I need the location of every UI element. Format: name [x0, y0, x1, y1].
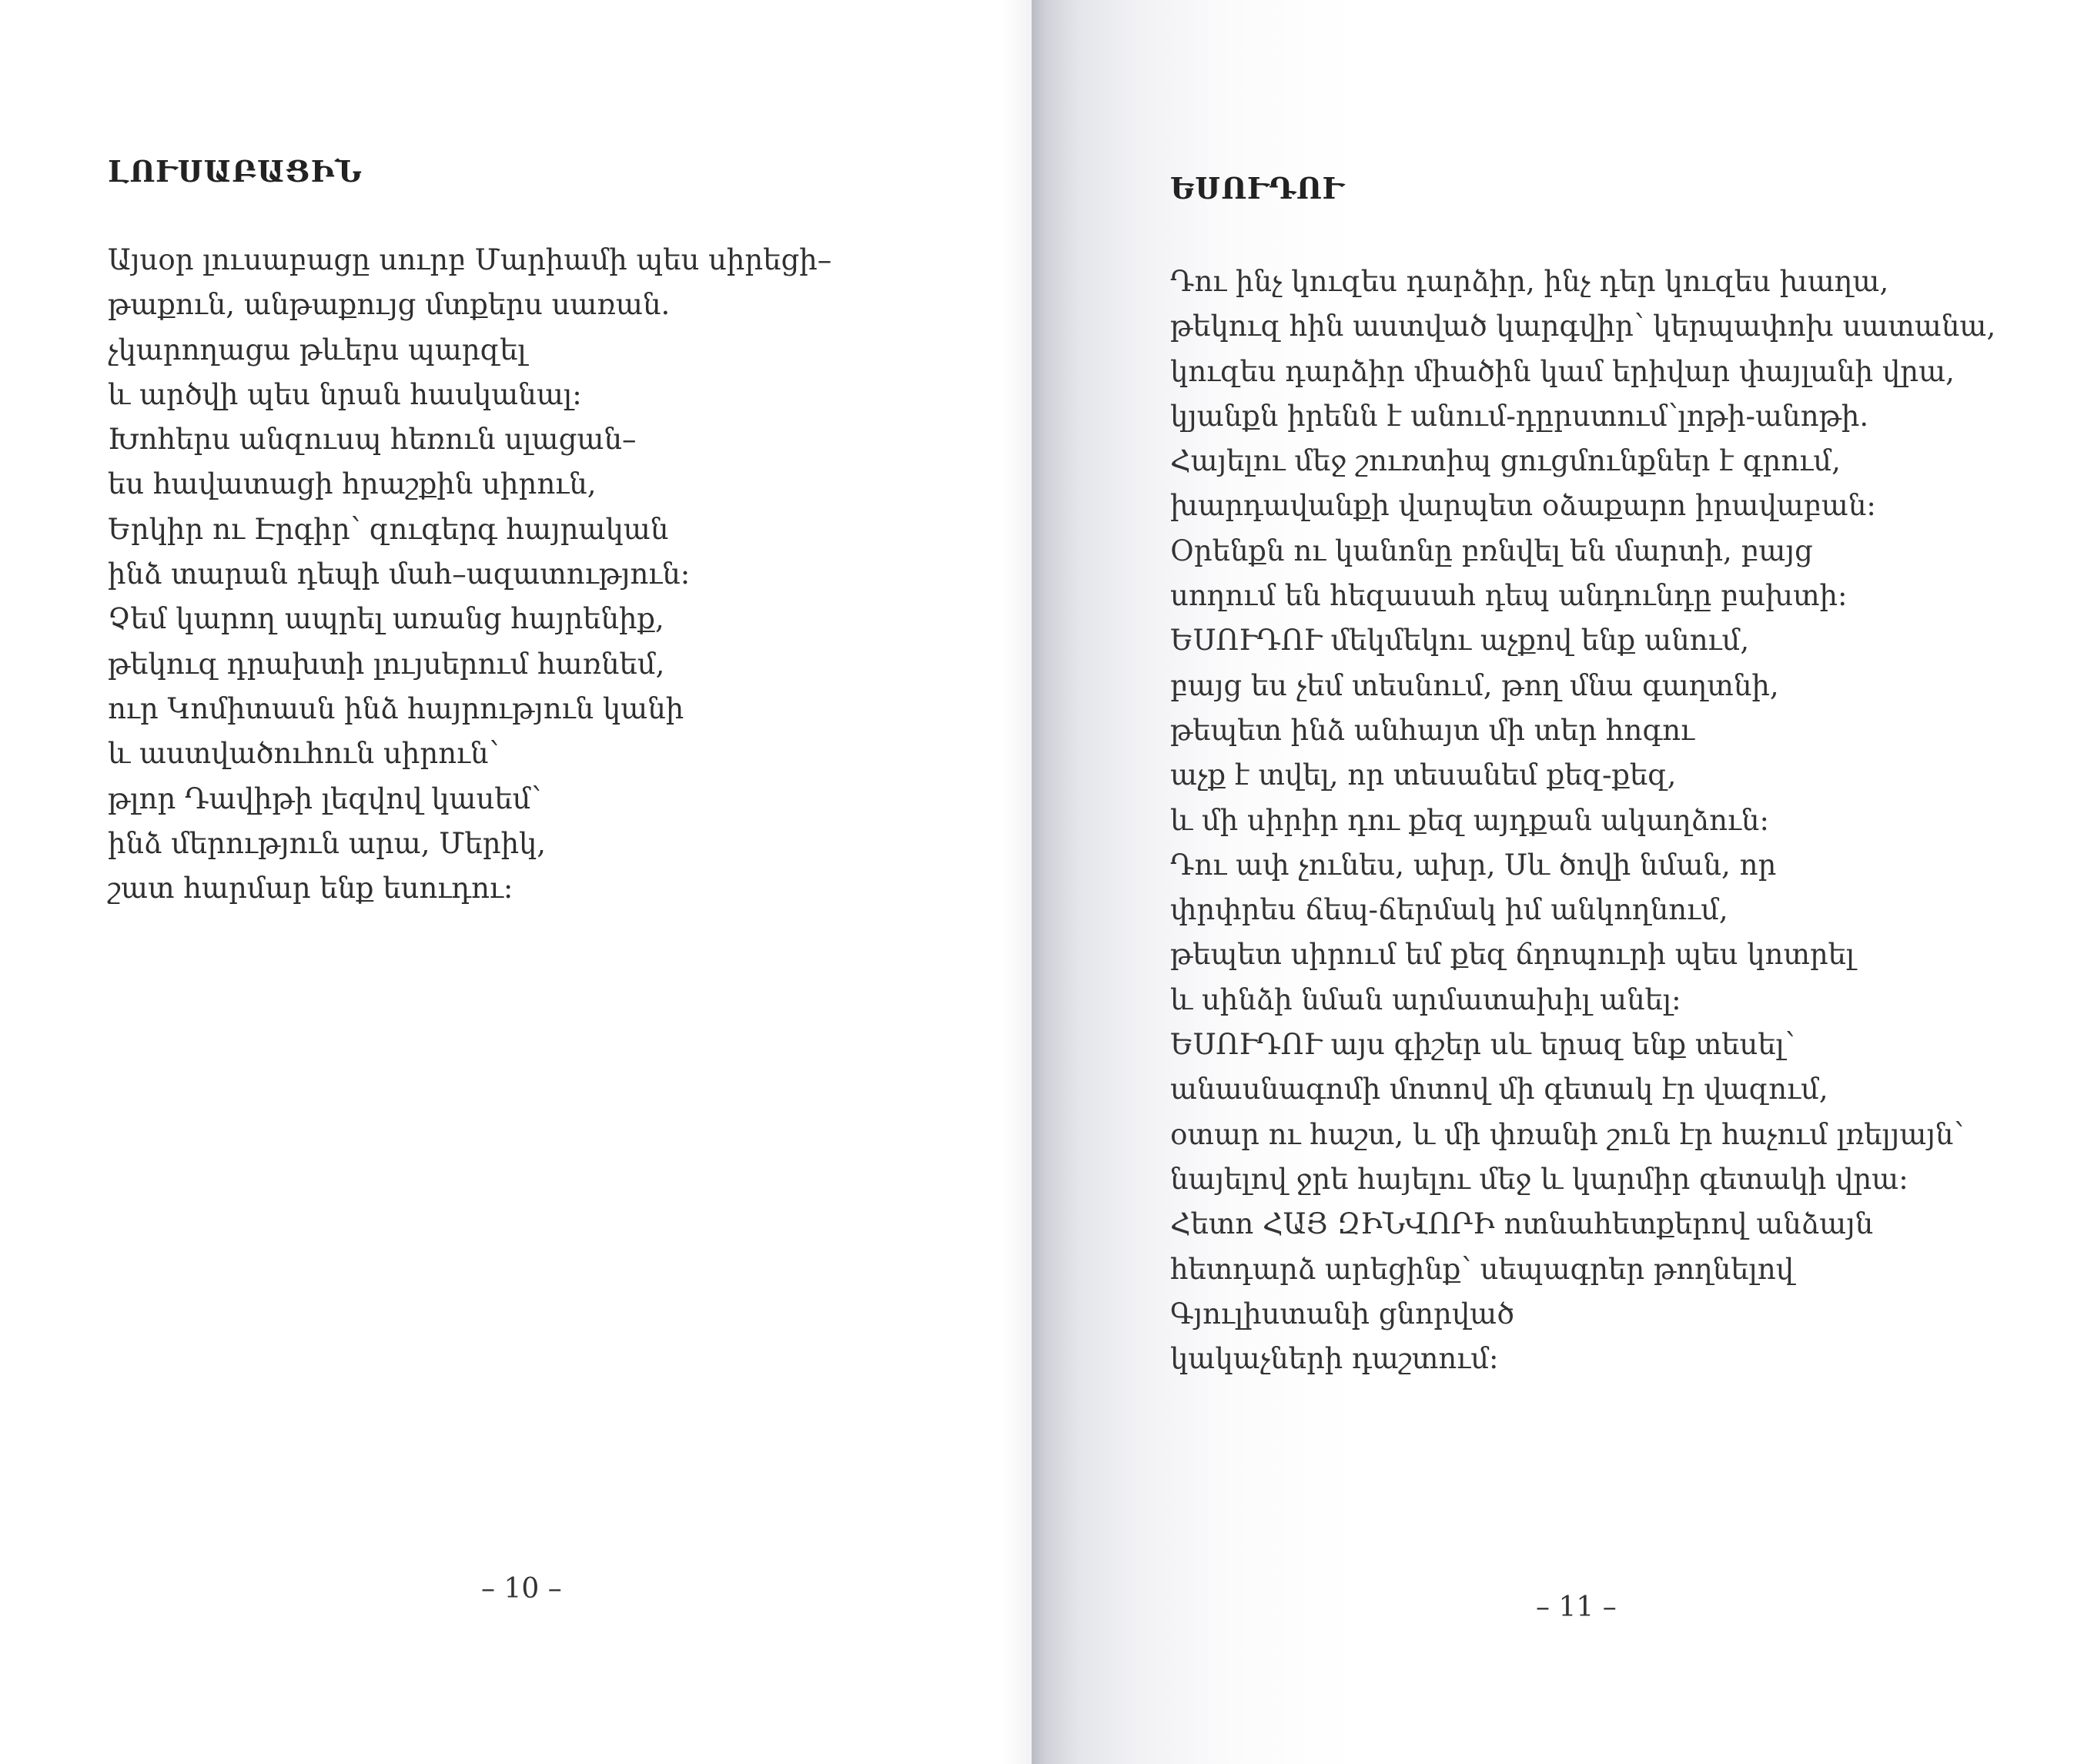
- poem-line: Խոհերս անզուսպ հեռուն սլացան–: [108, 423, 637, 457]
- poem-line: և մի սիրիր դու քեզ այդքան ակաղձուն:: [1170, 803, 1769, 837]
- poem-title-right: ԵՍՈՒԴՈՒ: [1170, 171, 1345, 206]
- poem-body-right: [1170, 259, 1995, 1381]
- poem-line: կակաչների դաշտում:: [1170, 1342, 1499, 1376]
- poem-line: օտար ու հաշտ, և մի փռանի շուն էր հաչում լռելյայն՝: [1170, 1117, 1964, 1151]
- page-number-right: – 11 –: [1536, 1592, 1617, 1623]
- poem-line: Չեմ կարող ապրել առանց հայրենիք,: [108, 602, 664, 636]
- page-number-left: – 10 –: [481, 1573, 562, 1605]
- poem-line: և սինձի նման արմատախիլ անել:: [1170, 982, 1681, 1016]
- poem-line: Դու ինչ կուզես դարձիր, ինչ դեր կուզես խաղա,: [1170, 265, 1889, 298]
- poem-line: շատ հարմար ենք եսուդու:: [108, 872, 513, 905]
- poem-line: ինձ մերություն արա, Մերիկ,: [108, 826, 547, 860]
- poem-line: ԵՍՈՒԴՈՒ մեկմեկու աչքով ենք անում,: [1170, 624, 1750, 658]
- poem-line: ես հավատացի հրաշքին սիրուն,: [108, 467, 597, 501]
- poem-line: բայց ես չեմ տեսնում, թող մնա գաղտնի,: [1170, 668, 1779, 702]
- poem-line: թեպետ սիրում եմ քեզ ճղոպուրի պես կոտրել: [1170, 938, 1855, 972]
- poem-line: չկարողացա թևերս պարզել: [108, 333, 527, 367]
- poem-line: և արծվի պես նրան հասկանալ:: [108, 377, 582, 411]
- poem-line: Այսօր լուսաբացը սուրբ Մարիամի պես սիրեցի–: [108, 243, 832, 276]
- page-gutter-shadow: [1001, 0, 1032, 1764]
- poem-line: փրփրես ճեպ-ճերմակ իմ անկողնում,: [1170, 893, 1728, 927]
- poem-line: Գյուլիստանի ցնորված: [1170, 1297, 1515, 1331]
- poem-line: անասնագոմի մոտով մի գետակ էր վազում,: [1170, 1073, 1828, 1106]
- poem-line: կյանքն իրենն է անում-դըրստում՝լոթի-անոթի.: [1170, 399, 1869, 433]
- poem-line: Դու ափ չունես, ախր, Սև ծովի նման, որ: [1170, 848, 1777, 882]
- poem-line: ինձ տարան դեպի մահ–ազատություն:: [108, 557, 691, 591]
- poem-line: Հայելու մեջ շուռտիպ ցուցմունքներ է գրում,: [1170, 444, 1841, 478]
- poem-line: սողում են հեզասահ դեպ անդունդը բախտի:: [1170, 579, 1848, 613]
- poem-line: ԵՍՈՒԴՈՒ այս գիշեր սև երազ ենք տեսել՝: [1170, 1028, 1795, 1062]
- poem-line: ուր Կոմիտասն ինձ հայրություն կանի: [108, 691, 684, 725]
- poem-line: Հետո ՀԱՅ ԶԻՆՎՈՐԻ ոտնահետքերով անձայն: [1170, 1207, 1874, 1241]
- right-page: [1032, 0, 2084, 1764]
- poem-line: թաքուն, անթաքույց մտքերս սառան.: [108, 288, 671, 322]
- poem-line: խարդավանքի վարպետ օձաքարո իրավաբան:: [1170, 489, 1876, 523]
- poem-line: Երկիր ու Էրգիր՝ զուգերգ հայրական: [108, 512, 669, 546]
- left-page: [0, 0, 1032, 1764]
- poem-body-left: [108, 238, 831, 911]
- poem-line: Օրենքն ու կանոնը բռնվել են մարտի, բայց: [1170, 534, 1813, 567]
- poem-line: թեկուզ դրախտի լույսերում հառնեմ,: [108, 647, 665, 681]
- poem-line: թլոր Դավիթի լեզվով կասեմ՝: [108, 782, 541, 815]
- poem-line: թեկուզ հին աստված կարգվիր՝ կերպափոխ սատանա,: [1170, 310, 1996, 343]
- poem-line: հետդարձ արեցինք՝ սեպագրեր թողնելով: [1170, 1252, 1795, 1286]
- poem-line: թեպետ ինձ անհայտ մի տեր հոգու: [1170, 713, 1695, 747]
- poem-line: նայելով ջրե հայելու մեջ և կարմիր գետակի վրա:: [1170, 1162, 1908, 1196]
- poem-line: կուզես դարձիր միածին կամ երիվար փայլանի վրա,: [1170, 354, 1955, 388]
- poem-line: աչք է տվել, որ տեսանեմ քեզ-քեզ,: [1170, 758, 1677, 792]
- poem-line: և աստվածուհուն սիրուն՝: [108, 737, 500, 771]
- poem-title-left: ԼՈՒՍԱԲԱՑԻՆ: [108, 154, 363, 189]
